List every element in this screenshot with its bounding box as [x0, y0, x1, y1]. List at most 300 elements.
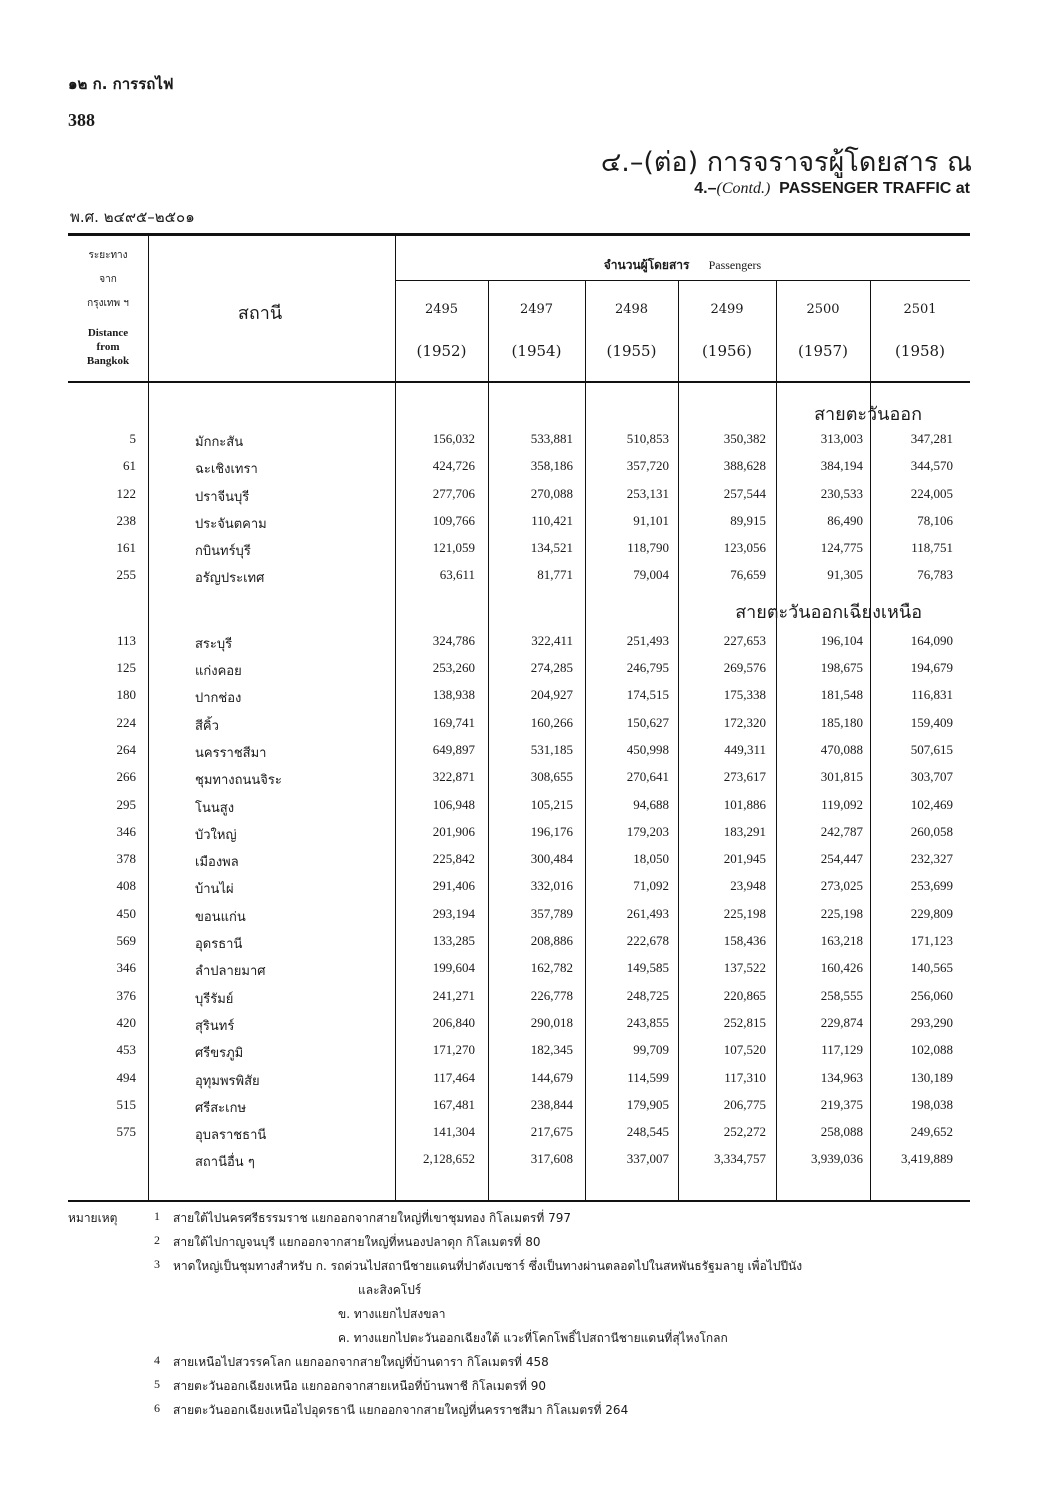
distance-cell: 122: [116, 485, 136, 501]
value-cell: 337,007: [626, 1151, 669, 1167]
value-cell: 198,038: [910, 1096, 953, 1112]
title-thai: ๔.–(ต่อ) การจราจรผู้โดยสาร ณ: [600, 147, 972, 178]
year-be: 2498: [614, 302, 649, 317]
value-cell: 313,003: [820, 431, 863, 446]
value-cell: 261,493: [626, 905, 669, 921]
footnote-number: 3: [154, 1257, 160, 1271]
footnote-text: สายใต้ไปนครศรีธรรมราช แยกออกจากสายใหญ่ที่เขาชุมทอง กิโลเมตรที่ 797: [173, 1211, 571, 1225]
distance-cell: 408: [116, 878, 136, 894]
year-be: 2500: [806, 302, 840, 317]
footnote-number: 1: [154, 1209, 160, 1223]
station-cell: ชุมทางถนนจิระ: [195, 773, 282, 789]
station-cell: สุรินทร์: [195, 1018, 235, 1034]
value-cell: 181,548: [820, 687, 863, 703]
footnote-text: และสิงคโปร์: [358, 1283, 422, 1297]
distance-cell: 450: [116, 905, 136, 921]
value-cell: 332,016: [530, 878, 573, 894]
distance-cell: 569: [116, 933, 136, 949]
footnote-number: 4: [154, 1353, 160, 1367]
table-row: [68, 765, 970, 792]
value-cell: 86,490: [827, 512, 863, 528]
value-cell: 133,285: [432, 933, 475, 949]
distance-cell: 420: [116, 1014, 136, 1030]
value-cell: 293,290: [910, 1014, 953, 1030]
value-cell: 251,493: [626, 632, 669, 648]
value-cell: 78,106: [917, 512, 953, 528]
value-cell: 273,617: [723, 769, 766, 785]
value-cell: 293,194: [432, 905, 475, 921]
value-cell: 76,659: [730, 567, 766, 583]
table-top-rule: [68, 233, 970, 236]
value-cell: 253,699: [910, 878, 953, 894]
table-row: [68, 1011, 970, 1038]
value-cell: 249,652: [910, 1124, 953, 1140]
passengers-header: [395, 256, 970, 275]
value-cell: 198,675: [820, 660, 863, 676]
value-cell: 2,128,652: [423, 1151, 475, 1167]
value-cell: 470,088: [820, 741, 863, 757]
value-cell: 106,948: [432, 796, 475, 812]
value-cell: 252,272: [723, 1124, 766, 1140]
table-row: [68, 1066, 970, 1093]
distance-cell: 61: [123, 458, 136, 474]
value-cell: 137,522: [723, 960, 766, 976]
value-cell: 160,266: [530, 714, 573, 730]
value-cell: 258,555: [820, 987, 863, 1003]
value-cell: 179,203: [626, 823, 669, 839]
value-cell: 350,382: [723, 431, 766, 446]
table-row: [68, 427, 970, 454]
footnote-text: หาดใหญ่เป็นชุมทางสำหรับ ก. รถด่วนไปสถานีชายแดนที่ปาดังเบซาร์ ซึ่งเป็นทางผ่านตลอดไปในสหพันธรัฐมลายู เพื่อไปปีนัง: [173, 1259, 803, 1273]
station-cell: บัวใหญ่: [195, 827, 237, 843]
dist-header-line: Distance: [87, 327, 129, 339]
station-cell: ศรีขรภูมิ: [195, 1046, 244, 1062]
station-cell: แก่งคอย: [195, 664, 242, 680]
footnote-item: [68, 1350, 978, 1374]
station-cell: เมืองพล: [195, 855, 239, 871]
table-row: [68, 1120, 970, 1147]
value-cell: 357,789: [530, 905, 573, 921]
station-cell: สระบุรี: [195, 636, 233, 652]
year-ce: (1957): [798, 342, 848, 360]
section-northeast-text: สายตะวันออกเฉียงเหนือ: [735, 601, 922, 623]
value-cell: 158,436: [723, 933, 766, 949]
value-cell: 253,131: [626, 485, 669, 501]
value-cell: 225,842: [432, 851, 475, 867]
section-east-text: สายตะวันออก: [814, 404, 922, 425]
station-cell: ปากช่อง: [195, 691, 242, 707]
station-cell: ปราจีนบุรี: [195, 489, 250, 505]
value-cell: 201,945: [723, 851, 766, 867]
distance-cell: 266: [116, 769, 136, 785]
value-cell: 252,815: [723, 1014, 766, 1030]
value-cell: 206,775: [723, 1096, 766, 1112]
rows-east: [68, 427, 970, 591]
table-row: [68, 454, 970, 481]
value-cell: 269,576: [723, 660, 766, 676]
year-ce: (1954): [511, 342, 562, 360]
value-cell: 229,809: [910, 905, 953, 921]
value-cell: 246,795: [626, 660, 669, 676]
value-cell: 208,886: [530, 933, 573, 949]
value-cell: 243,855: [626, 1014, 669, 1030]
footnote-text: สายใต้ไปกาญจนบุรี แยกออกจากสายใหญ่ที่หนองปลาดุก กิโลเมตรที่ 80: [173, 1235, 541, 1249]
value-cell: 253,260: [432, 660, 475, 676]
distance-cell: 453: [116, 1042, 136, 1058]
value-cell: 227,653: [723, 632, 766, 648]
footnote-text: ค. ทางแยกไปตะวันออกเฉียงใต้ แวะที่โคกโพธิ์ไปสถานีชายแดนที่สุไหงโกลก: [338, 1331, 728, 1345]
value-cell: 123,056: [723, 540, 766, 556]
value-cell: 169,741: [432, 714, 475, 730]
value-cell: 160,426: [820, 960, 863, 976]
year-be: 2495: [424, 302, 459, 317]
value-cell: 81,771: [537, 567, 573, 583]
value-cell: 531,185: [530, 741, 573, 757]
distance-cell: 238: [116, 512, 136, 528]
value-cell: 290,018: [530, 1014, 573, 1030]
value-cell: 156,032: [432, 431, 475, 446]
distance-cell: 255: [116, 567, 136, 583]
dist-header-line: กรุงเทพ ฯ: [87, 298, 129, 309]
value-cell: 344,570: [910, 458, 953, 474]
value-cell: 449,311: [724, 741, 766, 757]
value-cell: 196,104: [820, 632, 863, 648]
distance-cell: 113: [116, 632, 136, 648]
table-row: [68, 1038, 970, 1065]
rows-northeast: [68, 629, 970, 1175]
value-cell: 117,129: [821, 1042, 863, 1058]
distance-cell: 346: [116, 823, 136, 839]
title-en-main: PASSENGER TRAFFIC at: [779, 180, 970, 197]
value-cell: 277,706: [432, 485, 475, 501]
value-cell: 254,447: [820, 851, 863, 867]
value-cell: 91,305: [827, 567, 863, 583]
value-cell: 144,679: [530, 1069, 573, 1085]
value-cell: 303,707: [910, 769, 953, 785]
year-ce: (1952): [416, 342, 467, 360]
table-row: [68, 629, 970, 656]
value-cell: 149,585: [626, 960, 669, 976]
table-row: [68, 656, 970, 683]
value-cell: 324,786: [432, 632, 475, 648]
value-cell: 118,790: [627, 540, 669, 556]
value-cell: 150,627: [626, 714, 669, 730]
footnote-item: [68, 1230, 978, 1254]
footnote-item: [68, 1326, 978, 1350]
table-row: [68, 956, 970, 983]
value-cell: 300,484: [530, 851, 573, 867]
passengers-header-thai: จำนวนผู้โดยสาร: [603, 258, 690, 272]
value-cell: 199,604: [432, 960, 475, 976]
station-cell: สถานีอื่น ๆ: [195, 1155, 255, 1171]
value-cell: 164,090: [910, 632, 953, 648]
value-cell: 138,938: [432, 687, 475, 703]
value-cell: 201,906: [432, 823, 475, 839]
value-cell: 248,545: [626, 1124, 669, 1140]
station-cell: ฉะเชิงเทรา: [195, 462, 258, 478]
station-cell: อุบลราชธานี: [195, 1128, 267, 1144]
value-cell: 229,874: [820, 1014, 863, 1030]
footnote-list: [68, 1206, 978, 1422]
year-be: 2497: [519, 302, 554, 317]
value-cell: 225,198: [820, 905, 863, 921]
footnote-number: 6: [154, 1401, 160, 1415]
title-en-prefix: 4.–: [694, 180, 717, 197]
value-cell: 258,088: [820, 1124, 863, 1140]
value-cell: 117,310: [724, 1069, 766, 1085]
year-ce: (1956): [702, 342, 752, 360]
value-cell: 256,060: [910, 987, 953, 1003]
value-cell: 109,766: [432, 512, 475, 528]
value-cell: 175,338: [723, 687, 766, 703]
value-cell: 71,092: [633, 878, 669, 894]
station-header: สถานี: [237, 303, 283, 324]
table-row: [68, 711, 970, 738]
footnote-label: หมายเหตุ: [68, 1211, 118, 1225]
value-cell: 450,998: [626, 741, 669, 757]
station-cell: บ้านไผ่: [195, 882, 234, 898]
table-row: [68, 563, 970, 590]
value-cell: 76,783: [917, 567, 953, 583]
footnote-item: [68, 1278, 978, 1302]
value-cell: 89,915: [730, 512, 766, 528]
year-be: 2501: [903, 302, 937, 317]
value-cell: 196,176: [530, 823, 573, 839]
value-cell: 140,565: [910, 960, 953, 976]
value-cell: 159,409: [910, 714, 953, 730]
value-cell: 183,291: [723, 823, 766, 839]
table-bottom-rule: [68, 1200, 970, 1202]
value-cell: 102,469: [910, 796, 953, 812]
value-cell: 217,675: [530, 1124, 573, 1140]
value-cell: 119,092: [821, 796, 863, 812]
value-cell: 322,871: [432, 769, 475, 785]
value-cell: 99,709: [633, 1042, 669, 1058]
value-cell: 124,775: [820, 540, 863, 556]
value-cell: 91,101: [633, 512, 669, 528]
table-row: [68, 820, 970, 847]
distance-cell: 295: [116, 796, 136, 812]
value-cell: 3,334,757: [714, 1151, 766, 1167]
distance-cell: 378: [116, 851, 136, 867]
table-row: [68, 929, 970, 956]
value-cell: 301,815: [820, 769, 863, 785]
distance-header-en: [68, 326, 148, 368]
dist-header-line: Bangkok: [86, 355, 130, 367]
distance-cell: 180: [116, 687, 136, 703]
value-cell: 649,897: [432, 741, 475, 757]
page-number: 388: [68, 110, 95, 130]
table-row: [68, 1147, 970, 1174]
dist-header-line: ระยะทาง: [88, 250, 128, 261]
year-be: 2499: [710, 302, 744, 317]
value-cell: 510,853: [626, 431, 669, 446]
footnote-number: 2: [154, 1233, 160, 1247]
value-cell: 172,320: [723, 714, 766, 730]
value-cell: 174,515: [626, 687, 669, 703]
table-row: [68, 902, 970, 929]
value-cell: 110,421: [531, 512, 573, 528]
section-header: ๑๒ ก. การรถไฟ: [68, 75, 174, 93]
value-cell: 317,608: [530, 1151, 573, 1167]
value-cell: 238,844: [530, 1096, 573, 1112]
distance-cell: 224: [116, 714, 136, 730]
value-cell: 257,544: [723, 485, 766, 501]
section-label-east: [68, 395, 970, 427]
table-row: [68, 1093, 970, 1120]
value-cell: 179,905: [626, 1096, 669, 1112]
value-cell: 230,533: [820, 485, 863, 501]
station-cell: นครราชสีมา: [195, 745, 267, 761]
footnote-item: [68, 1398, 978, 1422]
value-cell: 3,419,889: [901, 1151, 953, 1167]
value-cell: 79,004: [633, 567, 669, 583]
footnote-number: 5: [154, 1377, 160, 1391]
table-row: [68, 793, 970, 820]
value-cell: 322,411: [531, 632, 573, 648]
value-cell: 225,198: [723, 905, 766, 921]
distance-cell: 376: [116, 987, 136, 1003]
distance-cell: 346: [116, 960, 136, 976]
value-cell: 134,521: [530, 540, 573, 556]
dist-header-line: from: [96, 341, 120, 353]
value-cell: 162,782: [530, 960, 573, 976]
value-cell: 219,375: [820, 1096, 863, 1112]
value-cell: 347,281: [910, 431, 953, 446]
value-cell: 118,751: [911, 540, 953, 556]
distance-cell: 575: [116, 1124, 136, 1140]
value-cell: 507,615: [910, 741, 953, 757]
value-cell: 102,088: [910, 1042, 953, 1058]
distance-header-thai: [68, 244, 148, 316]
value-cell: 533,881: [530, 431, 573, 446]
value-cell: 134,963: [820, 1069, 863, 1085]
footnote-text: สายเหนือไปสวรรคโลก แยกออกจากสายใหญ่ที่บ้านดารา กิโลเมตรที่ 458: [173, 1355, 549, 1369]
footnote-text: สายตะวันออกเฉียงเหนือ แยกออกจากสายเหนือที่บ้านพาชี กิโลเมตรที่ 90: [173, 1379, 547, 1393]
footnote-item: [68, 1206, 978, 1230]
value-cell: 63,611: [439, 567, 475, 583]
value-cell: 167,481: [432, 1096, 475, 1112]
year-ce: (1955): [606, 342, 657, 360]
value-cell: 141,304: [432, 1124, 475, 1140]
value-cell: 270,088: [530, 485, 573, 501]
value-cell: 358,186: [530, 458, 573, 474]
value-cell: 117,464: [433, 1069, 475, 1085]
value-cell: 18,050: [633, 851, 669, 867]
value-cell: 101,886: [723, 796, 766, 812]
title-english: [694, 180, 970, 198]
value-cell: 222,678: [626, 933, 669, 949]
value-cell: 357,720: [626, 458, 669, 474]
value-cell: 185,180: [820, 714, 863, 730]
distance-cell: 161: [116, 540, 136, 556]
value-cell: 114,599: [627, 1069, 669, 1085]
value-cell: 130,189: [910, 1069, 953, 1085]
table-row: [68, 738, 970, 765]
value-cell: 291,406: [432, 878, 475, 894]
station-cell: ประจันตคาม: [195, 516, 267, 532]
table-body: [68, 395, 970, 1175]
dist-header-line: จาก: [99, 274, 117, 285]
value-cell: 232,327: [910, 851, 953, 867]
value-cell: 116,831: [911, 687, 953, 703]
station-cell: กบินทร์บุรี: [195, 544, 251, 560]
value-cell: 204,927: [530, 687, 573, 703]
footnote-text: ข. ทางแยกไปสงขลา: [338, 1307, 446, 1321]
value-cell: 388,628: [723, 458, 766, 474]
value-cell: 273,025: [820, 878, 863, 894]
value-cell: 424,726: [432, 458, 475, 474]
station-cell: ลำปลายมาศ: [195, 964, 266, 980]
value-cell: 105,215: [530, 796, 573, 812]
value-cell: 94,688: [633, 796, 669, 812]
station-cell: บุรีรัมย์: [195, 991, 234, 1007]
value-cell: 224,005: [910, 485, 953, 501]
station-cell: อุทุมพรพิสัย: [195, 1073, 260, 1089]
distance-cell: 125: [116, 660, 136, 676]
table-header-rule: [68, 381, 970, 383]
passengers-rule: [395, 280, 970, 281]
value-cell: 182,345: [530, 1042, 573, 1058]
distance-cell: 515: [116, 1096, 136, 1112]
year-range: พ.ศ. ๒๔๙๕–๒๕๐๑: [70, 208, 195, 226]
value-cell: 260,058: [910, 823, 953, 839]
value-cell: 274,285: [530, 660, 573, 676]
value-cell: 206,840: [432, 1014, 475, 1030]
station-cell: อรัญประเทศ: [195, 571, 265, 587]
distance-cell: 494: [116, 1069, 136, 1085]
footnote-text: สายตะวันออกเฉียงเหนือไปอุดรธานี แยกออกจากสายใหญ่ที่นครราชสีมา กิโลเมตรที่ 264: [173, 1403, 629, 1417]
title-en-contd: (Contd.): [716, 180, 771, 197]
value-cell: 171,123: [910, 933, 953, 949]
value-cell: 384,194: [820, 458, 863, 474]
footnotes: [68, 1206, 978, 1422]
table-row: [68, 874, 970, 901]
value-cell: 107,520: [723, 1042, 766, 1058]
station-cell: โนนสูง: [195, 800, 235, 816]
value-cell: 171,270: [432, 1042, 475, 1058]
footnote-item: [68, 1302, 978, 1326]
table-row: [68, 847, 970, 874]
passengers-header-en: Passengers: [708, 258, 762, 272]
value-cell: 121,059: [432, 540, 475, 556]
value-cell: 242,787: [820, 823, 863, 839]
table-row: [68, 984, 970, 1011]
value-cell: 163,218: [820, 933, 863, 949]
value-cell: 226,778: [530, 987, 573, 1003]
table-row: [68, 536, 970, 563]
table-row: [68, 482, 970, 509]
section-label-northeast: [68, 593, 970, 629]
year-ce: (1958): [895, 342, 945, 360]
distance-cell: 264: [116, 741, 136, 757]
footnote-item: [68, 1374, 978, 1398]
value-cell: 194,679: [910, 660, 953, 676]
value-cell: 220,865: [723, 987, 766, 1003]
table-row: [68, 683, 970, 710]
value-cell: 3,939,036: [811, 1151, 863, 1167]
value-cell: 270,641: [626, 769, 669, 785]
distance-cell: 5: [129, 431, 136, 446]
station-cell: ศรีสะเกษ: [195, 1100, 247, 1116]
station-cell: มักกะสัน: [195, 435, 244, 450]
table-row: [68, 509, 970, 536]
value-cell: 308,655: [530, 769, 573, 785]
value-cell: 248,725: [626, 987, 669, 1003]
station-cell: สีคิ้ว: [195, 718, 219, 734]
station-cell: ขอนแก่น: [195, 909, 246, 925]
value-cell: 23,948: [730, 878, 766, 894]
